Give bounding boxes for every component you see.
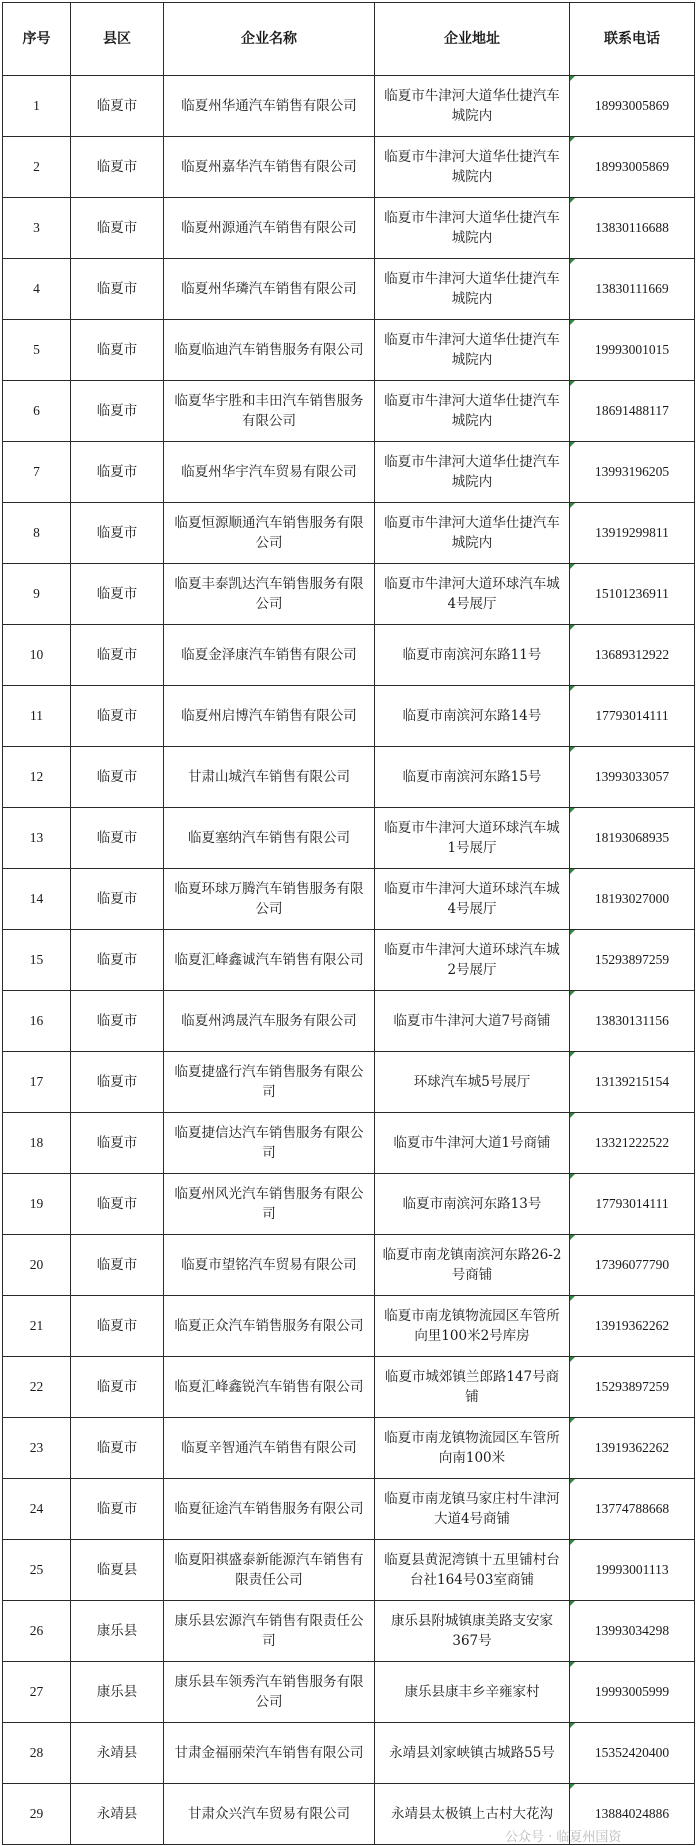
table-row: [3, 1357, 695, 1418]
cell-company: 临夏州鸿晟汽车服务有限公司: [164, 991, 375, 1052]
cell-index: 8: [3, 503, 71, 564]
cell-company: 临夏州风光汽车销售服务有限公司: [164, 1174, 375, 1235]
cell-phone: [570, 747, 695, 808]
phone-text: 13830131156: [595, 1013, 669, 1028]
cell-district: 临夏市: [71, 1296, 164, 1357]
phone-text: 18993005869: [594, 159, 670, 174]
cell-district: 临夏市: [71, 625, 164, 686]
cell-index: 14: [3, 869, 71, 930]
cell-marker-icon: [570, 686, 575, 691]
cell-index: 23: [3, 1418, 71, 1479]
cell-address: 临夏市牛津河大道华仕捷汽车城院内: [375, 76, 570, 137]
cell-company: 临夏丰泰凯达汽车销售服务有限公司: [164, 564, 375, 625]
cell-index: 26: [3, 1601, 71, 1662]
table-row: [3, 1418, 695, 1479]
cell-phone: [570, 1540, 695, 1601]
cell-district: 临夏市: [71, 259, 164, 320]
phone-text: 15352420400: [594, 1745, 670, 1760]
phone-text: 13919362262: [594, 1440, 670, 1455]
cell-district: 临夏市: [71, 808, 164, 869]
cell-marker-icon: [570, 1357, 575, 1362]
cell-marker-icon: [570, 1052, 575, 1057]
cell-company: 临夏市望铭汽车贸易有限公司: [164, 1235, 375, 1296]
enterprise-table: [2, 2, 695, 1845]
cell-marker-icon: [570, 1540, 575, 1545]
phone-text: 15101236911: [595, 586, 669, 601]
table-row: [3, 625, 695, 686]
cell-company: 康乐县宏源汽车销售有限责任公司: [164, 1601, 375, 1662]
cell-address: 永靖县刘家峡镇古城路55号: [375, 1723, 570, 1784]
cell-marker-icon: [570, 320, 575, 325]
cell-phone: [570, 76, 695, 137]
header-company: 企业名称: [164, 3, 375, 76]
cell-district: 临夏市: [71, 198, 164, 259]
cell-phone: [570, 1296, 695, 1357]
cell-company: 临夏塞纳汽车销售有限公司: [164, 808, 375, 869]
cell-index: 29: [3, 1784, 71, 1845]
cell-phone: [570, 625, 695, 686]
table-row: [3, 1601, 695, 1662]
cell-index: 20: [3, 1235, 71, 1296]
cell-marker-icon: [570, 259, 575, 264]
phone-text: 17793014111: [595, 1196, 669, 1211]
cell-company: 临夏州华宇汽车贸易有限公司: [164, 442, 375, 503]
cell-company: 临夏恒源顺通汽车销售服务有限公司: [164, 503, 375, 564]
cell-district: 临夏市: [71, 1113, 164, 1174]
cell-address: 康乐县附城镇康美路支安家367号: [375, 1601, 570, 1662]
cell-phone: [570, 808, 695, 869]
table-row: [3, 1052, 695, 1113]
cell-index: 7: [3, 442, 71, 503]
cell-phone: [570, 1723, 695, 1784]
cell-marker-icon: [570, 1113, 575, 1118]
phone-text: 13919299811: [595, 525, 669, 540]
phone-text: 18193068935: [594, 830, 670, 845]
header-phone: 联系电话: [570, 3, 695, 76]
phone-text: 19993005999: [594, 1684, 670, 1699]
table-row: [3, 76, 695, 137]
header-row: [3, 3, 695, 76]
cell-address: 临夏市南滨河东路15号: [375, 747, 570, 808]
cell-company: 临夏环球万腾汽车销售服务有限公司: [164, 869, 375, 930]
table-row: [3, 686, 695, 747]
cell-phone: [570, 381, 695, 442]
cell-marker-icon: [570, 1662, 575, 1667]
cell-phone: [570, 320, 695, 381]
cell-phone: [570, 1662, 695, 1723]
cell-company: 甘肃金福丽荣汽车销售有限公司: [164, 1723, 375, 1784]
cell-index: 18: [3, 1113, 71, 1174]
phone-text: 13830116688: [595, 220, 669, 235]
cell-address: 临夏市南龙镇南滨河东路26-2号商铺: [375, 1235, 570, 1296]
cell-phone: [570, 259, 695, 320]
table-row: [3, 442, 695, 503]
cell-phone: [570, 564, 695, 625]
table-row: [3, 259, 695, 320]
cell-index: 3: [3, 198, 71, 259]
cell-address: 临夏市南滨河东路13号: [375, 1174, 570, 1235]
cell-index: 22: [3, 1357, 71, 1418]
header-index: 序号: [3, 3, 71, 76]
cell-phone: [570, 1418, 695, 1479]
cell-marker-icon: [570, 76, 575, 81]
cell-marker-icon: [570, 198, 575, 203]
cell-address: 永靖县太极镇上古村大花沟: [375, 1784, 570, 1845]
cell-marker-icon: [570, 1296, 575, 1301]
cell-address: 临夏市南滨河东路11号: [375, 625, 570, 686]
phone-text: 19993001113: [595, 1562, 669, 1577]
phone-text: 19993001015: [594, 342, 670, 357]
cell-district: 临夏市: [71, 686, 164, 747]
phone-text: 13139215154: [594, 1074, 670, 1089]
cell-phone: [570, 442, 695, 503]
cell-marker-icon: [570, 1418, 575, 1423]
cell-company: 临夏临迪汽车销售服务有限公司: [164, 320, 375, 381]
cell-district: 临夏市: [71, 381, 164, 442]
cell-index: 28: [3, 1723, 71, 1784]
cell-district: 临夏市: [71, 503, 164, 564]
cell-address: 临夏市牛津河大道环球汽车城4号展厅: [375, 564, 570, 625]
cell-phone: [570, 1357, 695, 1418]
cell-address: 临夏市牛津河大道华仕捷汽车城院内: [375, 320, 570, 381]
cell-marker-icon: [570, 442, 575, 447]
cell-company: 临夏州启博汽车销售有限公司: [164, 686, 375, 747]
cell-index: 13: [3, 808, 71, 869]
cell-index: 6: [3, 381, 71, 442]
cell-address: 临夏市牛津河大道环球汽车城1号展厅: [375, 808, 570, 869]
cell-address: 临夏市牛津河大道1号商铺: [375, 1113, 570, 1174]
phone-text: 13884024886: [594, 1806, 670, 1821]
cell-marker-icon: [570, 1723, 575, 1728]
cell-phone: [570, 686, 695, 747]
table-row: [3, 137, 695, 198]
table-row: [3, 808, 695, 869]
cell-marker-icon: [570, 564, 575, 569]
cell-district: 康乐县: [71, 1662, 164, 1723]
table-row: [3, 1540, 695, 1601]
phone-text: 13993034298: [594, 1623, 670, 1638]
cell-company: 临夏州华璘汽车销售有限公司: [164, 259, 375, 320]
cell-index: 27: [3, 1662, 71, 1723]
cell-district: 永靖县: [71, 1723, 164, 1784]
cell-address: 临夏市牛津河大道华仕捷汽车城院内: [375, 381, 570, 442]
cell-phone: [570, 137, 695, 198]
cell-company: 临夏州源通汽车销售有限公司: [164, 198, 375, 259]
cell-company: 甘肃山城汽车销售有限公司: [164, 747, 375, 808]
table-row: [3, 869, 695, 930]
watermark: 公众号 · 临夏州国资: [505, 1830, 622, 1845]
cell-address: 临夏市牛津河大道华仕捷汽车城院内: [375, 137, 570, 198]
cell-phone: [570, 1174, 695, 1235]
cell-phone: [570, 991, 695, 1052]
cell-address: 康乐县康丰乡辛雍家村: [375, 1662, 570, 1723]
cell-index: 16: [3, 991, 71, 1052]
table-row: [3, 1662, 695, 1723]
cell-district: 临夏市: [71, 76, 164, 137]
cell-company: 临夏捷盛行汽车销售服务有限公司: [164, 1052, 375, 1113]
header-district: 县区: [71, 3, 164, 76]
cell-marker-icon: [570, 1479, 575, 1484]
cell-address: 临夏县黄泥湾镇十五里铺村台台社164号03室商铺: [375, 1540, 570, 1601]
cell-index: 25: [3, 1540, 71, 1601]
table-row: [3, 1723, 695, 1784]
cell-phone: [570, 1113, 695, 1174]
cell-district: 康乐县: [71, 1601, 164, 1662]
cell-phone: [570, 930, 695, 991]
phone-text: 17396077790: [594, 1257, 670, 1272]
phone-text: 18691488117: [595, 403, 669, 418]
cell-address: 临夏市南龙镇物流园区车管所向南100米: [375, 1418, 570, 1479]
cell-company: 临夏阳祺盛泰新能源汽车销售有限责任公司: [164, 1540, 375, 1601]
cell-company: 临夏州华通汽车销售有限公司: [164, 76, 375, 137]
cell-phone: [570, 503, 695, 564]
table-row: [3, 1174, 695, 1235]
cell-marker-icon: [570, 930, 575, 935]
table-row: [3, 1479, 695, 1540]
cell-district: 临夏县: [71, 1540, 164, 1601]
table-row: [3, 747, 695, 808]
phone-text: 18993005869: [594, 98, 670, 113]
table-row: [3, 381, 695, 442]
cell-district: 临夏市: [71, 1418, 164, 1479]
cell-company: 临夏正众汽车销售服务有限公司: [164, 1296, 375, 1357]
table-row: [3, 564, 695, 625]
cell-marker-icon: [570, 1235, 575, 1240]
cell-index: 21: [3, 1296, 71, 1357]
cell-district: 临夏市: [71, 1235, 164, 1296]
cell-index: 2: [3, 137, 71, 198]
table-row: [3, 198, 695, 259]
phone-text: 13919362262: [594, 1318, 670, 1333]
cell-address: 临夏市牛津河大道华仕捷汽车城院内: [375, 503, 570, 564]
cell-phone: [570, 1235, 695, 1296]
cell-marker-icon: [570, 1601, 575, 1606]
cell-phone: [570, 1052, 695, 1113]
phone-text: 15293897259: [594, 1379, 670, 1394]
cell-marker-icon: [570, 1784, 575, 1789]
table-row: [3, 1296, 695, 1357]
cell-index: 19: [3, 1174, 71, 1235]
cell-district: 临夏市: [71, 137, 164, 198]
cell-address: 临夏市南龙镇物流园区车管所向里100米2号库房: [375, 1296, 570, 1357]
cell-index: 11: [3, 686, 71, 747]
phone-text: 13830111669: [595, 281, 669, 296]
cell-district: 临夏市: [71, 1479, 164, 1540]
cell-address: 临夏市牛津河大道华仕捷汽车城院内: [375, 442, 570, 503]
cell-district: 临夏市: [71, 1052, 164, 1113]
cell-district: 临夏市: [71, 1357, 164, 1418]
cell-marker-icon: [570, 381, 575, 386]
phone-text: 18193027000: [594, 891, 670, 906]
cell-marker-icon: [570, 625, 575, 630]
phone-text: 13321222522: [594, 1135, 670, 1150]
cell-marker-icon: [570, 991, 575, 996]
cell-address: 临夏市牛津河大道华仕捷汽车城院内: [375, 198, 570, 259]
table-row: [3, 320, 695, 381]
phone-text: 13993033057: [594, 769, 670, 784]
cell-address: 临夏市牛津河大道华仕捷汽车城院内: [375, 259, 570, 320]
cell-district: 临夏市: [71, 1174, 164, 1235]
cell-index: 15: [3, 930, 71, 991]
cell-marker-icon: [570, 747, 575, 752]
cell-district: 临夏市: [71, 869, 164, 930]
cell-company: 临夏征途汽车销售服务有限公司: [164, 1479, 375, 1540]
cell-marker-icon: [570, 1174, 575, 1179]
table-row: [3, 930, 695, 991]
cell-company: 临夏州嘉华汽车销售有限公司: [164, 137, 375, 198]
cell-address: 临夏市城郊镇兰郎路147号商铺: [375, 1357, 570, 1418]
cell-index: 12: [3, 747, 71, 808]
table-row: [3, 503, 695, 564]
header-address: 企业地址: [375, 3, 570, 76]
cell-index: 17: [3, 1052, 71, 1113]
cell-district: 临夏市: [71, 930, 164, 991]
cell-company: 甘肃众兴汽车贸易有限公司: [164, 1784, 375, 1845]
cell-address: 环球汽车城5号展厅: [375, 1052, 570, 1113]
cell-marker-icon: [570, 808, 575, 813]
cell-district: 临夏市: [71, 320, 164, 381]
cell-address: 临夏市牛津河大道7号商铺: [375, 991, 570, 1052]
cell-phone: [570, 869, 695, 930]
phone-text: 13689312922: [594, 647, 670, 662]
cell-company: 临夏金泽康汽车销售有限公司: [164, 625, 375, 686]
cell-company: 康乐县车领秀汽车销售服务有限公司: [164, 1662, 375, 1723]
cell-district: 临夏市: [71, 991, 164, 1052]
table-row: [3, 1113, 695, 1174]
cell-district: 临夏市: [71, 564, 164, 625]
cell-company: 临夏辛智通汽车销售有限公司: [164, 1418, 375, 1479]
cell-index: 10: [3, 625, 71, 686]
cell-company: 临夏华宇胜和丰田汽车销售服务有限公司: [164, 381, 375, 442]
table-row: [3, 1235, 695, 1296]
cell-address: 临夏市南龙镇马家庄村牛津河大道4号商铺: [375, 1479, 570, 1540]
table-row: [3, 991, 695, 1052]
cell-marker-icon: [570, 503, 575, 508]
cell-phone: [570, 198, 695, 259]
phone-text: 13774788668: [594, 1501, 670, 1516]
cell-district: 临夏市: [71, 442, 164, 503]
cell-marker-icon: [570, 137, 575, 142]
cell-marker-icon: [570, 869, 575, 874]
phone-text: 13993196205: [594, 464, 670, 479]
cell-phone: [570, 1601, 695, 1662]
phone-text: 17793014111: [595, 708, 669, 723]
cell-address: 临夏市牛津河大道环球汽车城4号展厅: [375, 869, 570, 930]
cell-index: 4: [3, 259, 71, 320]
cell-district: 临夏市: [71, 747, 164, 808]
cell-address: 临夏市牛津河大道环球汽车城2号展厅: [375, 930, 570, 991]
cell-phone: [570, 1479, 695, 1540]
table-body: [3, 76, 695, 1845]
cell-company: 临夏汇峰鑫诚汽车销售有限公司: [164, 930, 375, 991]
phone-text: 15293897259: [594, 952, 670, 967]
cell-address: 临夏市南滨河东路14号: [375, 686, 570, 747]
cell-company: 临夏汇峰鑫锐汽车销售有限公司: [164, 1357, 375, 1418]
cell-index: 24: [3, 1479, 71, 1540]
cell-company: 临夏捷信达汽车销售服务有限公司: [164, 1113, 375, 1174]
cell-district: 永靖县: [71, 1784, 164, 1845]
cell-index: 1: [3, 76, 71, 137]
cell-index: 9: [3, 564, 71, 625]
cell-index: 5: [3, 320, 71, 381]
